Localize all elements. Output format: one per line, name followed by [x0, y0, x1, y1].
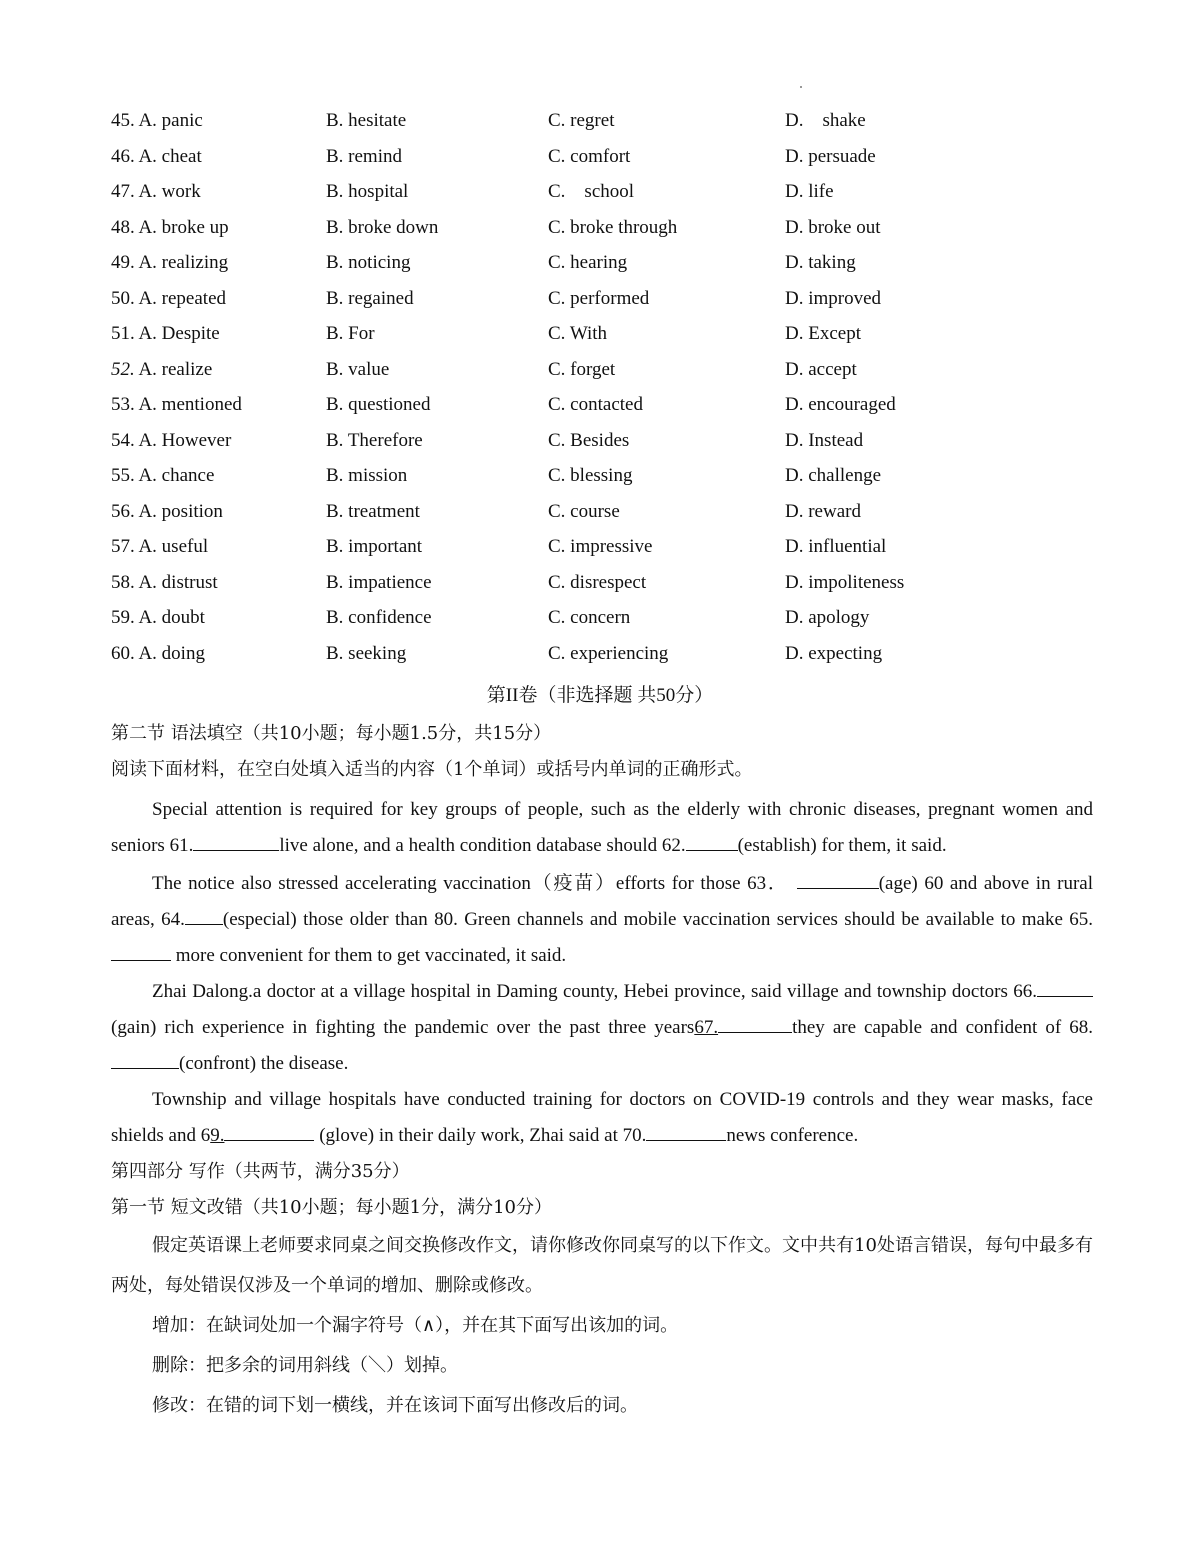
blank-65[interactable]: [111, 942, 171, 961]
option-a[interactable]: [111, 217, 229, 239]
question-row: [111, 146, 1111, 182]
option-a[interactable]: [111, 359, 212, 381]
question-number: 58.: [111, 571, 135, 593]
option-c[interactable]: C. Besides: [548, 429, 630, 451]
question-number: 53.: [111, 394, 135, 415]
option-a-text[interactable]: A. realizing: [138, 252, 229, 273]
option-a[interactable]: [111, 323, 220, 345]
option-c[interactable]: C. forget: [548, 358, 616, 380]
option-b[interactable]: B. hospital: [326, 181, 409, 202]
correction-intro: 假定英语课上老师要求同桌之间交换修改作文，请你修改你同桌写的以下作文。文中共有10处语言错误，每句中最多有两处，每处错误仅涉及一个单词的增加、删除或修改。: [111, 1235, 1093, 1296]
option-a-text[interactable]: A. work: [138, 181, 201, 202]
blank-69[interactable]: [224, 1122, 314, 1141]
option-b[interactable]: B. mission: [326, 465, 408, 486]
option-a[interactable]: [111, 501, 223, 523]
passage-text: (age) 60 and above in rural areas, 64.: [111, 873, 1094, 930]
option-d[interactable]: D. impoliteness: [785, 571, 905, 593]
option-d[interactable]: D. persuade: [785, 145, 876, 167]
section2-heading: 第二节 语法填空（共10小题；每小题1.5分，共15分）: [111, 723, 552, 744]
option-d[interactable]: D. encouraged: [785, 394, 896, 415]
option-d[interactable]: D. Except: [785, 323, 861, 344]
question-row: [111, 501, 1111, 537]
question-number: 54.: [111, 429, 135, 451]
passage-text: (confront) the disease.: [179, 1053, 349, 1074]
blank-70[interactable]: [646, 1122, 726, 1141]
section1-heading: 第一节 短文改错（共10小题；每小题1分，满分10分）: [111, 1197, 552, 1218]
option-c[interactable]: C. With: [548, 323, 608, 344]
option-d[interactable]: D. taking: [785, 252, 856, 273]
option-a[interactable]: [111, 252, 228, 274]
question-number: 60.: [111, 642, 135, 664]
blank-61[interactable]: [193, 832, 279, 851]
option-d[interactable]: D. improved: [785, 287, 882, 309]
question-number: 59.: [111, 607, 135, 628]
option-c[interactable]: C. broke through: [548, 216, 678, 238]
passage-paragraph-4: [111, 1082, 1093, 1154]
question-row: [111, 643, 1111, 679]
question-row: [111, 359, 1111, 395]
option-d[interactable]: D. Instead: [785, 429, 864, 451]
option-a[interactable]: [111, 110, 203, 132]
option-c[interactable]: C. concern: [548, 607, 631, 628]
question-row: [111, 110, 1111, 146]
question-row: [111, 323, 1111, 359]
section2-instruction: 阅读下面材料，在空白处填入适当的内容（1个单词）或括号内单词的正确形式。: [111, 759, 753, 780]
option-b[interactable]: B. confidence: [326, 607, 432, 628]
option-a[interactable]: [111, 607, 205, 629]
option-a-text[interactable]: A. position: [138, 500, 223, 522]
option-a[interactable]: [111, 643, 205, 665]
question-number: 52.: [111, 358, 135, 380]
blank-63[interactable]: [797, 870, 879, 889]
question-row: [111, 430, 1111, 466]
option-d[interactable]: D. life: [785, 181, 834, 202]
option-b[interactable]: B. seeking: [326, 642, 407, 664]
part2-title: 第II卷（非选择题 共50分）: [486, 685, 714, 706]
question-number: 56.: [111, 500, 135, 522]
option-b[interactable]: B. impatience: [326, 571, 432, 593]
question-number: 46.: [111, 145, 135, 167]
option-b[interactable]: B. hesitate: [326, 110, 407, 131]
blank-66[interactable]: [1037, 978, 1093, 997]
option-d[interactable]: D. challenge: [785, 465, 882, 486]
blank-67-number: 67.: [694, 1017, 719, 1038]
passage-text: news conference.: [726, 1125, 859, 1146]
option-b[interactable]: B. remind: [326, 145, 402, 167]
blank-69-number: 9.: [210, 1125, 225, 1146]
correction-delete: 删除：把多余的词用斜线（＼）划掉。: [152, 1355, 458, 1376]
scan-dot: [800, 86, 802, 88]
option-a-text[interactable]: A. distrust: [138, 571, 218, 593]
option-a[interactable]: [111, 181, 201, 203]
question-row: [111, 394, 1111, 430]
question-row: [111, 607, 1111, 643]
option-a[interactable]: [111, 572, 218, 594]
blank-64[interactable]: [185, 906, 223, 925]
passage-text: Special attention is required for key groups of people, such as the elderly with chronic diseases, pregnant women and seniors 61.: [111, 799, 1093, 856]
option-a-text[interactable]: A. panic: [138, 110, 203, 131]
option-a[interactable]: [111, 288, 226, 310]
option-a[interactable]: [111, 394, 242, 416]
passage-text: more convenient for them to get vaccinated, it said.: [171, 945, 567, 966]
option-d[interactable]: D. broke out: [785, 216, 881, 238]
option-c[interactable]: C. contacted: [548, 394, 643, 415]
option-c[interactable]: C. school: [548, 181, 635, 202]
option-b[interactable]: B. value: [326, 358, 390, 380]
option-d[interactable]: D. apology: [785, 607, 870, 628]
option-a-text[interactable]: A. realize: [138, 358, 213, 380]
question-row: [111, 252, 1111, 288]
passage-paragraph-3: [111, 974, 1093, 1082]
option-c[interactable]: C. disrespect: [548, 571, 647, 593]
question-row: [111, 572, 1111, 608]
question-row: [111, 217, 1111, 253]
option-b[interactable]: B. treatment: [326, 500, 420, 522]
option-a[interactable]: [111, 146, 202, 168]
option-c[interactable]: C. experiencing: [548, 642, 669, 664]
option-d[interactable]: D. expecting: [785, 642, 883, 664]
option-a-text[interactable]: A. doing: [138, 642, 205, 664]
blank-67[interactable]: [718, 1014, 792, 1033]
question-row: [111, 288, 1111, 324]
part4-heading: 第四部分 写作（共两节，满分35分）: [111, 1161, 410, 1182]
option-c[interactable]: C. course: [548, 500, 620, 522]
option-a[interactable]: [111, 430, 231, 452]
option-c[interactable]: C. comfort: [548, 145, 631, 167]
option-b[interactable]: B. important: [326, 536, 423, 557]
question-number: 55.: [111, 465, 135, 486]
passage-paragraph-1: [111, 792, 1093, 864]
option-b[interactable]: B. questioned: [326, 394, 431, 415]
option-c[interactable]: C. regret: [548, 110, 615, 131]
passage-text: (especial) those older than 80. Green channels and mobile vaccination services should be available to make 65.: [222, 909, 1093, 930]
option-a-text[interactable]: A. repeated: [138, 287, 227, 309]
passage-text: Township and village hospitals have conducted training for doctors on COVID-19 controls and they wear masks, face shields and 6: [111, 1089, 1093, 1146]
grammar-section: [111, 716, 1093, 1426]
option-c[interactable]: C. performed: [548, 287, 650, 309]
option-a-text[interactable]: A. cheat: [138, 145, 202, 167]
passage-text: (gain) rich experience in fighting the pandemic over the past three years: [111, 1017, 695, 1038]
option-d[interactable]: D. reward: [785, 500, 861, 522]
passage-text: they are capable and confident of 68.: [792, 1017, 1093, 1038]
option-c[interactable]: C. hearing: [548, 252, 628, 273]
option-b[interactable]: B. noticing: [326, 252, 411, 273]
option-a-text[interactable]: A. Despite: [138, 323, 220, 344]
passage-text: (glove) in their daily work, Zhai said at 70.: [314, 1125, 647, 1146]
passage-text: Zhai Dalong.a doctor at a village hospital in Daming county, Hebei province, said village and township doctors 66.: [152, 981, 1037, 1002]
question-row: [111, 181, 1111, 217]
question-number: 49.: [111, 252, 135, 273]
option-a-text[interactable]: A. doubt: [138, 607, 205, 628]
question-number: 45.: [111, 110, 135, 131]
option-a[interactable]: [111, 465, 214, 487]
option-b[interactable]: B. Therefore: [326, 429, 423, 451]
correction-add: 增加：在缺词处加一个漏字符号（∧），并在其下面写出该加的词。: [152, 1315, 679, 1336]
option-a-text[interactable]: A. mentioned: [138, 394, 242, 415]
question-number: 48.: [111, 216, 135, 238]
correction-modify: 修改：在错的词下划一横线，并在该词下面写出修改后的词。: [152, 1395, 638, 1416]
multiple-choice-options: [111, 110, 1111, 678]
option-d[interactable]: D. influential: [785, 536, 887, 557]
question-number: 47.: [111, 181, 135, 202]
option-a[interactable]: [111, 536, 208, 558]
option-b[interactable]: B. regained: [326, 287, 414, 309]
option-a-text[interactable]: A. broke up: [138, 216, 229, 238]
option-c[interactable]: C. impressive: [548, 536, 653, 557]
blank-68[interactable]: [111, 1050, 179, 1069]
option-b[interactable]: B. broke down: [326, 216, 439, 238]
option-a-text[interactable]: A. However: [138, 429, 232, 451]
blank-62[interactable]: [686, 832, 738, 851]
passage-text: (establish) for them, it said.: [737, 835, 947, 856]
question-number: 51.: [111, 323, 135, 344]
option-b[interactable]: B. For: [326, 323, 375, 344]
option-d[interactable]: D. shake: [785, 110, 866, 131]
passage-text: The notice also stressed accelerating vaccination（疫苗）efforts for those 63．: [152, 873, 789, 894]
option-a-text[interactable]: A. chance: [138, 465, 215, 486]
question-number: 57.: [111, 536, 135, 557]
option-c[interactable]: C. blessing: [548, 465, 633, 486]
passage-paragraph-2: [111, 866, 1093, 974]
option-d[interactable]: D. accept: [785, 358, 857, 380]
option-a-text[interactable]: A. useful: [138, 536, 209, 557]
question-number: 50.: [111, 287, 135, 309]
question-row: [111, 465, 1111, 501]
question-row: [111, 536, 1111, 572]
passage-text: live alone, and a health condition database should 62.: [279, 835, 686, 856]
